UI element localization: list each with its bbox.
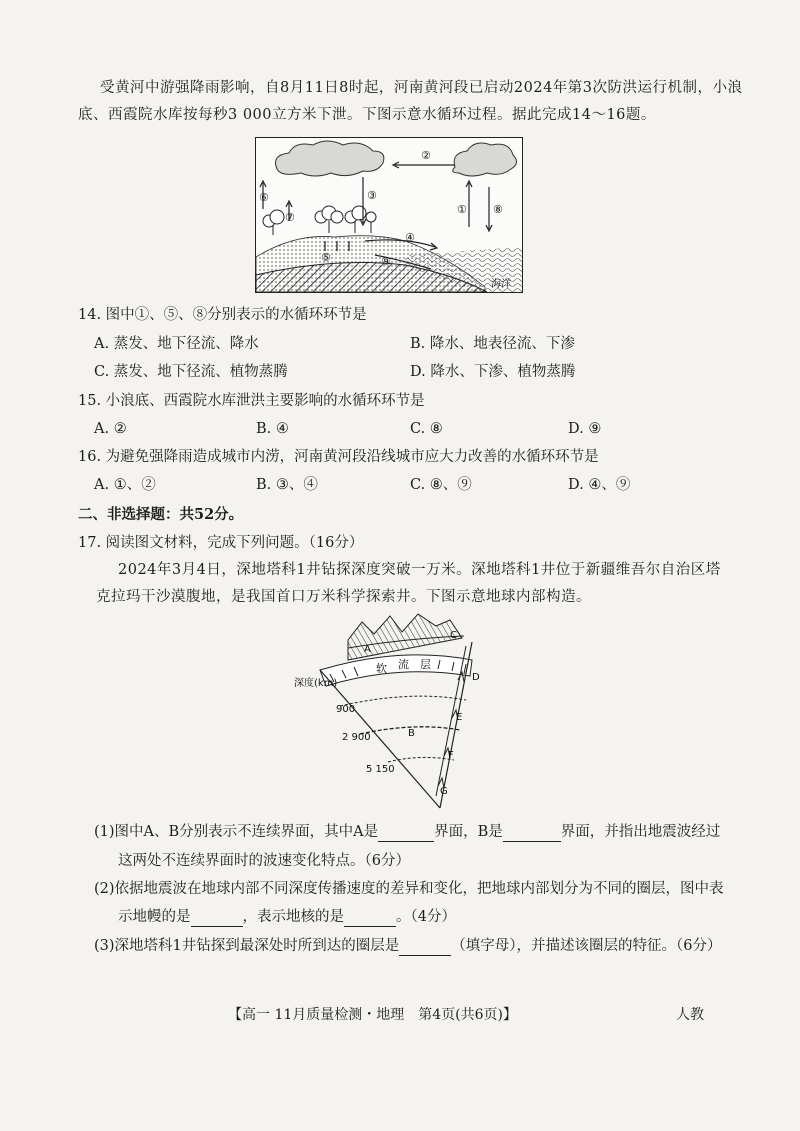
label-2: ② xyxy=(421,149,431,162)
earth-interior-figure xyxy=(290,612,510,812)
page-footer: 【高一 11月质量检测・地理 第4页(共6页)】 xyxy=(228,1007,518,1023)
q16-option-b[interactable]: B. ③、④ xyxy=(256,477,318,493)
sub1-text-b: 界面，B是 xyxy=(434,824,503,840)
depth-2900: 2 900 xyxy=(342,732,371,743)
sea-label: 海洋 xyxy=(491,279,511,290)
q14-option-a[interactable]: A. 蒸发、地下径流、降水 xyxy=(94,336,259,352)
sub1-text-a: (1)图中A、B分别表示不连续界面，其中A是 xyxy=(94,824,379,840)
question-14-stem: 14. 图中①、⑤、⑧分别表示的水循环环节是 xyxy=(78,307,367,323)
passage-line-1: 受黄河中游强降雨影响，自8月11日8时起，河南黄河段已启动2024年第3次防洪运行机制，小浪 xyxy=(100,80,743,96)
question-16-stem: 16. 为避免强降雨造成城市内涝，河南黄河段沿线城市应大力改善的水循环环节是 xyxy=(78,449,599,465)
letter-d: D xyxy=(472,672,480,683)
q15-option-b[interactable]: B. ④ xyxy=(256,421,289,437)
water-cycle-figure xyxy=(255,137,523,293)
sub1-blank-a[interactable] xyxy=(378,825,434,842)
q14-option-d[interactable]: D. 降水、下渗、植物蒸腾 xyxy=(410,364,576,380)
layer-label-char-3: 层 xyxy=(420,658,431,671)
sub-question-1-line-2: 这两处不连续界面时的波速变化特点。（6分） xyxy=(118,853,410,869)
sub3-blank[interactable] xyxy=(399,939,451,956)
sub3-text-b: （填字母），并描述该圈层的特征。（6分） xyxy=(451,938,722,954)
depth-5150: 5 150 xyxy=(366,764,395,775)
q15-option-a[interactable]: A. ② xyxy=(94,421,127,437)
label-4: ④ xyxy=(405,231,415,244)
depth-axis-label: 深度(km) xyxy=(294,678,338,689)
q15-option-c[interactable]: C. ⑧ xyxy=(410,421,443,437)
q16-option-a[interactable]: A. ①、② xyxy=(94,477,156,493)
q17-material-line-2: 克拉玛干沙漠腹地，是我国首口万米科学探索井。下图示意地球内部构造。 xyxy=(96,589,591,605)
layer-label-char-1: 软 xyxy=(376,662,387,675)
letter-f: F xyxy=(448,750,454,761)
letter-b: B xyxy=(408,728,415,739)
q17-material-line-1: 2024年3月4日，深地塔科1井钻探深度突破一万米。深地塔科1井位于新疆维吾尔自治区塔 xyxy=(118,562,721,578)
letter-c: C xyxy=(450,630,457,641)
earth-structure-diagram xyxy=(290,612,510,812)
passage-line-2: 底、西霞院水库按每秒3 000立方米下泄。下图示意水循环过程。据此完成14～16题。 xyxy=(78,107,656,123)
layer-label-char-2: 流 xyxy=(398,658,409,671)
depth-900: 900 xyxy=(336,704,356,715)
sub-question-1-line-1 xyxy=(94,822,720,842)
section-2-title: 二、非选择题：共52分。 xyxy=(78,506,244,523)
label-9: ⑨ xyxy=(381,255,391,268)
label-7: ⑦ xyxy=(285,211,295,224)
question-15-stem: 15. 小浪底、西霞院水库泄洪主要影响的水循环环节是 xyxy=(78,393,425,409)
label-5: ⑤ xyxy=(321,251,331,264)
label-6: ⑥ xyxy=(259,191,269,204)
water-cycle-diagram xyxy=(255,137,523,293)
label-1: ① xyxy=(457,203,467,216)
letter-g: G xyxy=(440,786,448,797)
q14-option-c[interactable]: C. 蒸发、地下径流、植物蒸腾 xyxy=(94,364,288,380)
bleed-through-mark xyxy=(560,298,648,314)
sub-question-3-line-1 xyxy=(94,936,722,956)
sub1-text-c: 界面，并指出地震波经过 xyxy=(560,824,721,840)
label-3: ③ xyxy=(367,189,377,202)
sub-question-2-line-1: (2)依据地震波在地球内部不同深度传播速度的差异和变化，把地球内部划分为不同的圈层，图中表 xyxy=(94,881,724,897)
sub2-text-c: 。（4分） xyxy=(396,909,456,925)
sub2-text-b: ，表示地核的是 xyxy=(242,909,344,925)
sub2-blank-core[interactable] xyxy=(344,910,396,927)
sub1-blank-b[interactable] xyxy=(503,825,561,842)
q15-option-d[interactable]: D. ⑨ xyxy=(568,421,602,437)
q14-option-b[interactable]: B. 降水、地表径流、下渗 xyxy=(410,336,575,352)
sub2-blank-mantle[interactable] xyxy=(191,910,243,927)
q16-option-c[interactable]: C. ⑧、⑨ xyxy=(410,477,472,493)
letter-a: A xyxy=(364,644,371,655)
sub2-text-a: 示地幔的是 xyxy=(118,909,191,925)
publisher-label: 人教 xyxy=(676,1007,704,1023)
label-8: ⑧ xyxy=(493,203,503,216)
sub-question-2-line-2 xyxy=(118,907,456,927)
q16-option-d[interactable]: D. ④、⑨ xyxy=(568,477,631,493)
sub3-text-a: (3)深地塔科1井钻探到最深处时所到达的圈层是 xyxy=(94,938,400,954)
question-17-stem: 17. 阅读图文材料，完成下列问题。（16分） xyxy=(78,535,364,551)
letter-e: E xyxy=(456,712,463,723)
